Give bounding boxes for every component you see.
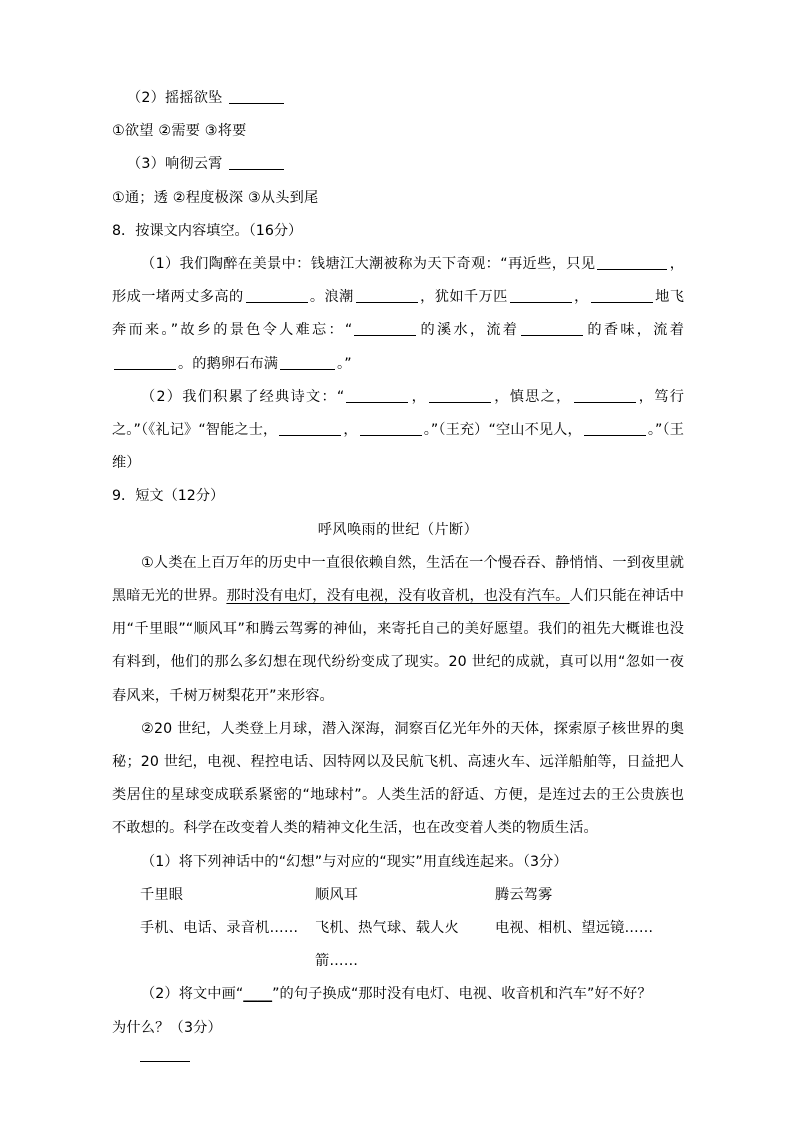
q8-sub2-blank-4[interactable] (279, 421, 341, 436)
carryover-item-2-label (112, 82, 684, 115)
question-8-sub-1 (112, 248, 684, 381)
q8-sub1-blank-4[interactable] (510, 288, 572, 303)
q8-sub1-seg-c: 。浪潮 (309, 289, 354, 306)
q8-sub2-seg-f: ， (343, 422, 358, 439)
paragraph-2-marker: ② (141, 720, 155, 737)
passage-paragraph-1 (112, 547, 684, 713)
q8-sub1-blank-6[interactable] (354, 321, 416, 336)
matching-reality-3-line2 (495, 945, 684, 978)
q8-sub2-blank-3[interactable] (574, 388, 636, 403)
paragraph-1-marker: ① (141, 554, 154, 571)
matching-fantasy-2[interactable]: 顺风耳 (315, 886, 359, 903)
matching-reality-3[interactable]: 电视、相机、望远镜…… (495, 920, 654, 937)
q9-sub2-line1b: ”的句子换成“那时没有电灯、电视、收音机和汽车”好不好？ (272, 986, 652, 1003)
q8-sub1-seg-f: 地飞奔而来。”故乡的景色令人难忘：“ (112, 289, 684, 339)
q8-sub1-seg-i: 。的鹅卵石布满 (178, 355, 279, 372)
q8-sub1-seg-h: 的香味，流着 (585, 322, 684, 339)
passage-title: 呼风唤雨的世纪（片断） (317, 521, 479, 538)
q8-sub1-seg-d: ，犹如千万匹 (419, 289, 508, 306)
paragraph-1-text-before: 人类在上百万年的历史中一直很依赖自然，生活在一个慢吞吞、静悄悄、一到夜里就黑暗无光的世界。 (112, 554, 685, 605)
q9-sub2-quoted-blank: ____ (243, 986, 273, 1003)
q8-sub2-label: （2） (141, 388, 183, 405)
q8-sub1-blank-5[interactable] (591, 288, 653, 303)
passage-paragraph-2 (112, 713, 684, 846)
q8-sub2-blank-6[interactable] (584, 421, 646, 436)
matching-fantasy-3[interactable]: 腾云驾雾 (495, 886, 553, 903)
page-content (112, 82, 684, 1062)
paragraph-1-underlined-sentence: 那时没有电灯，没有电视，没有收音机，也没有汽车。 (226, 588, 570, 605)
question-9-sub-1-prompt: （1）将下列神话中的“幻想”与对应的“现实”用直线连起来。（3分） (141, 853, 568, 870)
q8-sub2-seg-h: 。”（王维） (112, 422, 685, 472)
carryover-item-3-blank[interactable] (229, 155, 284, 170)
question-9-sub-2 (112, 978, 684, 1011)
carryover-item-2-options[interactable]: ①欲望 ②需要 ③将要 (112, 123, 247, 140)
carryover-item-3-label (112, 148, 684, 181)
carryover-item-3-text: （3）响彻云霄 (127, 156, 223, 173)
q8-sub2-seg-g: 。”（王充）“空山不见人， (423, 422, 582, 439)
q8-sub1-blank-3[interactable] (356, 288, 418, 303)
matching-exercise[interactable] (112, 879, 684, 979)
q8-sub1-blank-1[interactable] (597, 255, 667, 270)
matching-reality-2[interactable]: 飞机、热气球、载人火 (315, 920, 459, 937)
q8-sub2-blank-1[interactable] (346, 388, 408, 403)
paragraph-2-text: 20 世纪，人类登上月球，潜入深海，洞察百亿光年外的天体，探索原子核世界的奥秘；20 世纪，电视、程控电话、因特网以及民航飞机、高速火车、远洋船舶等，日益把人类居住的星球变成联系紧密的“地球村”。人类生活的舒适、方便，是连过去的王公贵族也不敢想的。科学在改变着人类的精神文化生活，也在改变着人类的物质生活。 (112, 720, 684, 837)
paragraph-1-text-after: 人们只能在神话中用“千里眼”“顺风耳”和腾云驾雾的神仙，来寄托自己的美好愿望。我们的祖先大概谁也没有料到，他们的那么多幻想在现代纷纷变成了现实。20 世纪的成就，真可以用“忽如一夜春风来，千树万树梨花开”来形容。 (112, 588, 684, 704)
q9-sub2-line1a: （2）将文中画“ (141, 986, 244, 1003)
carryover-item-2-blank[interactable] (229, 89, 284, 104)
question-9-answer-rule[interactable] (140, 1061, 190, 1062)
carryover-item-2-text: （2）摇摇欲坠 (127, 90, 223, 106)
matching-reality-1[interactable]: 手机、电话、录音机…… (140, 920, 299, 937)
question-9-sub-2-line2: 为什么？（3分） (112, 1019, 222, 1036)
q8-sub2-seg-c: ，慎思之， (493, 388, 572, 405)
question-8-heading: 8．按课文内容填空。（16分） (112, 222, 303, 239)
q8-sub2-seg-d: ，笃行之。”（《礼记》 (112, 388, 684, 439)
question-8-sub-2 (112, 381, 684, 481)
matching-reality-2-line2[interactable]: 箭…… (315, 953, 359, 970)
matching-reality-1-line2 (140, 945, 315, 978)
q8-sub1-blank-8[interactable] (114, 355, 176, 370)
q8-sub1-label: （1） (141, 256, 180, 273)
q8-sub1-blank-9[interactable] (280, 355, 335, 370)
q8-sub2-seg-e: “智能之士， (198, 422, 278, 439)
q8-sub1-seg-e: ， (573, 289, 589, 306)
q8-sub1-seg-j: 。” (337, 355, 352, 372)
q8-sub1-blank-7[interactable] (521, 321, 583, 336)
q8-sub2-blank-2[interactable] (429, 388, 491, 403)
q8-sub1-seg-g: 的溪水，流着 (418, 322, 520, 339)
q8-sub1-seg-b: ，形成一堵两丈多高的 (112, 256, 684, 306)
q8-sub1-seg-a: 我们陶醉在美景中：钱塘江大潮被称为天下奇观：“再近些，只见 (179, 256, 596, 273)
q8-sub2-seg-b: ， (410, 388, 428, 405)
question-9-heading: 9．短文（12分） (112, 488, 225, 505)
carryover-item-3-options[interactable]: ①通；透 ②程度极深 ③从头到尾 (112, 189, 319, 206)
matching-fantasy-1[interactable]: 千里眼 (140, 886, 184, 903)
q8-sub2-seg-a: 我们积累了经典诗文：“ (182, 388, 345, 405)
q8-sub1-blank-2[interactable] (246, 288, 308, 303)
q8-sub2-blank-5[interactable] (360, 421, 422, 436)
